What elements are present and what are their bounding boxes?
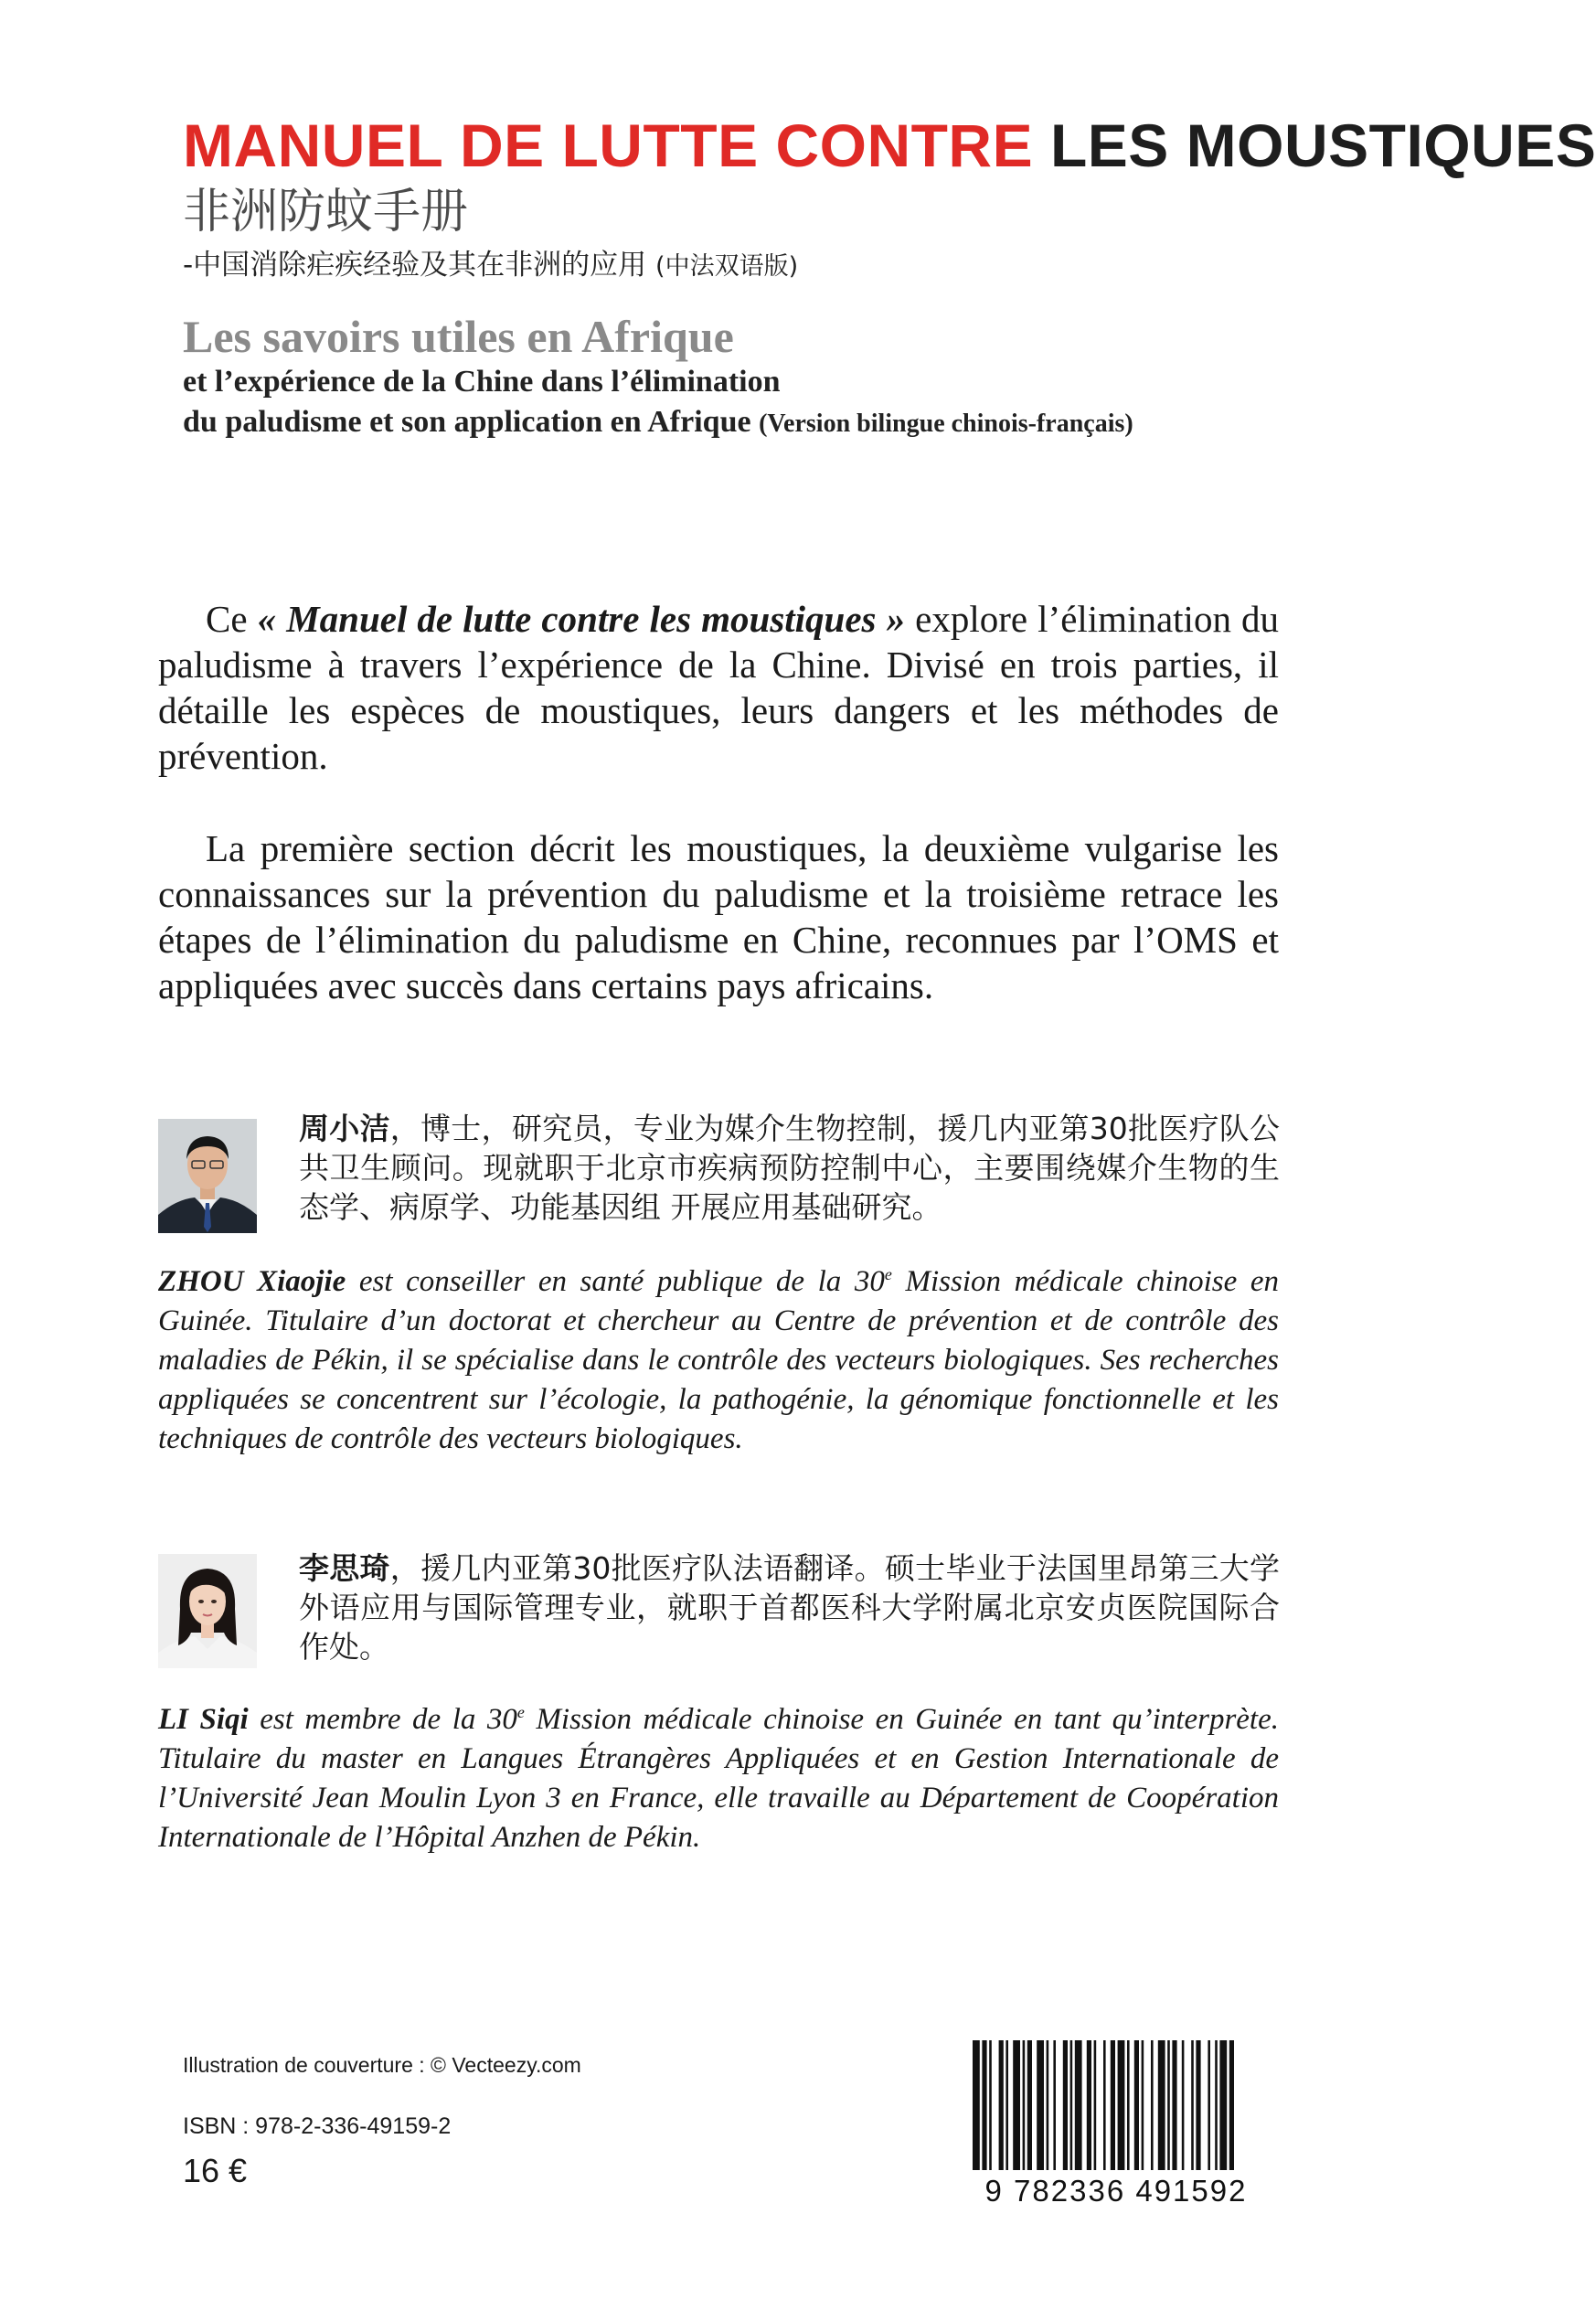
price: 16 € [183,2152,248,2189]
author-1-chinese-bio-text: ，博士，研究员，专业为媒介生物控制，援几内亚第30批医疗队公共卫生顾问。现就职于北京市疾病预防控制中心，主要围绕媒介生物的生态学、病原学、功能基因组 开展应用基础研究。 [299,1111,1280,1225]
barcode-bar [1191,2040,1194,2170]
subtitle-line-2 [183,402,1133,444]
barcode-bar [1134,2040,1139,2170]
barcode-bar [1196,2040,1200,2170]
barcode-bar [1118,2040,1125,2170]
author-2-french-name: LI Siqi [158,1703,249,1736]
author-2-chinese-bio-text: ，援几内亚第30批医疗队法语翻译。硕士毕业于法国里昂第三大学外语应用与国际管理专业，就职于首都医科大学附属北京安贞医院国际合作处。 [299,1550,1280,1665]
barcode-bar [1087,2040,1091,2170]
description-paragraph-1-rest: explore l’élimination du paludisme à travers l’expérience de la Chine. Divisé en trois parties, il détaille les espèces de moustiques, leurs dangers et les méthodes de prévention. [158,598,1280,777]
author-1-french-bio-b: Mission médicale chinoise en Guinée. Titulaire d’un doctorat et chercheur au Centre de prévention et de contrôle des maladies de Pékin, il se spécialise dans le contrôle des vecteurs biologiques. Ses recherches appliquées se concentrent sur l’écologie, la pathogénie, la génomique fonctionnelle et les techniques de contrôle des vecteurs biologiques. [158,1265,1279,1455]
chinese-subtitle-edition: (中法双语版) [655,252,799,281]
author-2-french-bio [158,1693,1279,1857]
book-title [183,108,1596,183]
barcode-bar [1103,2040,1106,2170]
isbn: ISBN : 978-2-336-49159-2 [183,2113,452,2139]
author-1-ordinal-sup: e [884,1265,892,1283]
barcode-bar [1070,2040,1073,2170]
book-title-black-part: LES MOUSTIQUES [1049,112,1596,179]
barcode-bar [1208,2040,1210,2170]
author-1-french-bio [158,1255,1279,1459]
author-2-ordinal-sup: e [516,1703,525,1721]
barcode-bar [1063,2040,1068,2170]
barcode-bar [1023,2040,1026,2170]
chinese-subtitle-text: -中国消除疟疾经验及其在非洲的应用 [183,249,647,282]
author-photo-zhou [158,1119,257,1233]
barcode-bar [1111,2040,1115,2170]
subtitle-edition: (Version bilingue chinois-français) [759,410,1133,438]
author-2-french-bio-a: est membre de la 30 [260,1703,517,1736]
barcode-bar [1013,2040,1020,2170]
barcode-graphic [956,2040,1276,2207]
barcode-bar [1037,2040,1044,2170]
barcode-bar [1172,2040,1176,2170]
subtitle-line-2-text: du paludisme et son application en Afrique [183,405,751,439]
author-photo-li [158,1554,257,1668]
description-book-title: « Manuel de lutte contre les moustiques » [257,598,906,640]
series-title: Les savoirs utiles en Afrique [183,311,734,362]
barcode-bar [1127,2040,1130,2170]
barcode-bar [1075,2040,1082,2170]
barcode-bar [1047,2040,1049,2170]
book-title-red-part: MANUEL DE LUTTE CONTRE [183,112,1034,179]
author-2-chinese-name: 李思琦 [299,1550,390,1586]
barcode-bar [1158,2040,1165,2170]
barcode-bar [1167,2040,1170,2170]
barcode-bar [1182,2040,1185,2170]
barcode-bar [1229,2040,1234,2170]
author-2-french-bio-b: Mission médicale chinoise en Guinée en tant qu’interprète. Titulaire du master en Langues Étrangères Appliquées et en Gestion Internationale de l’Université Jean Moulin Lyon 3 en France, elle travaille au Département de Coopération Internationale de l’Hôpital Anzhen de Pékin. [158,1703,1279,1854]
barcode-bar [1005,2040,1008,2170]
cover-illustration-credit: Illustration de couverture : © Vecteezy.com [183,2053,581,2077]
author-1-chinese-bio [299,1109,1280,1227]
barcode-bar [1219,2040,1227,2170]
author-1-french-bio-a: est conseiller en santé publique de la 30 [358,1265,885,1298]
barcode-bar [1151,2040,1154,2170]
description-paragraph-1 [158,596,1279,779]
barcode-bar [982,2040,986,2170]
author-2-chinese-bio [299,1548,1280,1666]
barcode-bar [1142,2040,1144,2170]
barcode-bar [1094,2040,1097,2170]
chinese-title: 非洲防蚊手册 [183,185,469,239]
author-1-french-name: ZHOU Xiaojie [158,1265,346,1298]
description-paragraph-2: La première section décrit les moustiques, la deuxième vulgarise les connaissances sur la prévention du paludisme et la troisième retrace les étapes de l’élimination du paludisme en Chine, reconnues par l’OMS et appliquées avec succès dans certains pays africains. [158,827,1279,1006]
author-1-chinese-name: 周小洁 [299,1111,390,1146]
barcode-bar [973,2040,980,2170]
barcode-digits: 9 782336 491592 [984,2174,1248,2208]
barcode-bar [1053,2040,1056,2170]
barcode-bar [1215,2040,1218,2170]
barcode-bar [999,2040,1004,2170]
isbn-barcode [956,2040,1276,2207]
description-intro-word: Ce [206,598,248,640]
subtitle-line-1: et l’expérience de la Chine dans l’élimination [183,365,781,399]
chinese-subtitle [183,245,798,287]
barcode-bar [1027,2040,1032,2170]
barcode-bar [989,2040,992,2170]
